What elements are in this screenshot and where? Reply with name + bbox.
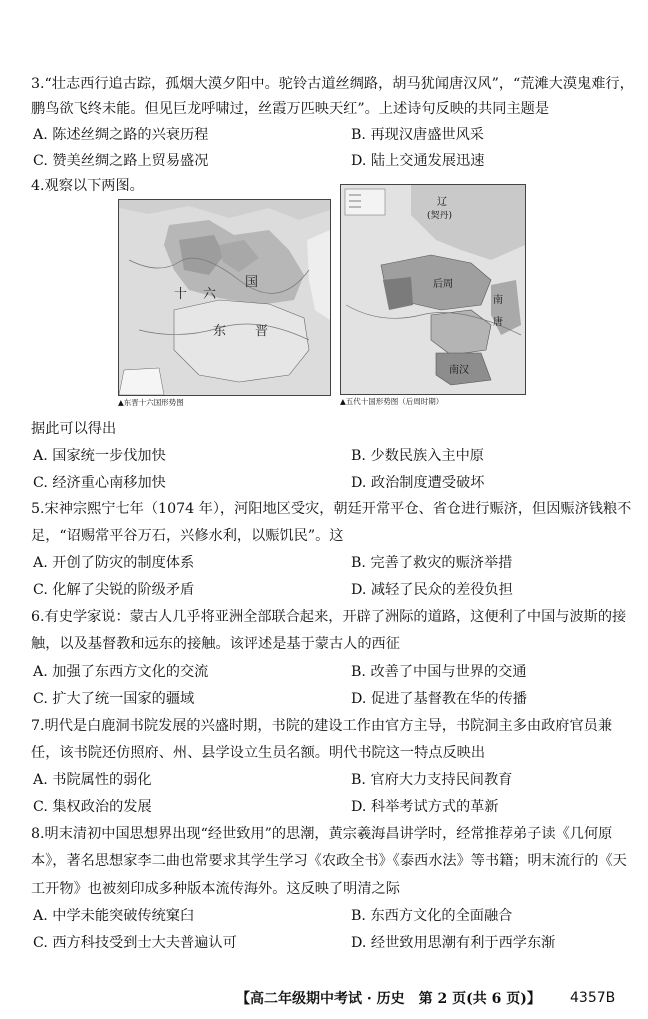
q4-option-a: A. 国家统一步伐加快 [33,448,166,464]
q7-option-b: B. 官府大力支持民间教育 [351,772,513,788]
q3-stem-line2: 鹏鸟欲飞终未能。但见巨龙呼啸过，丝霞万匹映天红”。上述诗句反映的共同主题是 [31,101,550,117]
q5-option-d: D. 减轻了民众的差役负担 [351,582,513,598]
q5-stem-line2: 足，“诏赐常平谷万石，兴修水利，以赈饥民”。这 [31,528,344,544]
q7-stem-line2: 任，该书院还仿照府、州、县学设立生员名额。明代书院这一特点反映出 [31,745,486,761]
q3-option-d: D. 陆上交通发展迅速 [351,153,485,169]
map2-label-4: 南 [493,295,503,306]
q4-option-d: D. 政治制度遭受破坏 [351,475,485,491]
q7-stem-line1: 7.明代是白鹿洞书院发展的兴盛时期，书院的建设工作由官方主导，书院洞主多由政府官员兼 [31,718,613,734]
map1-caption: ▲东晋十六国形势图 [118,398,184,407]
q6-option-a: A. 加强了东西方文化的交流 [33,664,209,680]
q8-stem-line1: 8.明末清初中国思想界出现“经世致用”的思潮，黄宗羲海昌讲学时，经常推荐弟子读《几何原 [31,826,613,842]
q6-stem-line2: 触，以及基督教和远东的接触。该评述是基于蒙古人的西征 [31,636,400,652]
map-five-dynasties [340,184,526,395]
map-eastern-jin-graphic [119,200,330,395]
map1-label-3: 国 [245,275,259,290]
page-footer: 【高二年级期中考试 · 历史 第 2 页(共 6 页)】 [236,991,541,1007]
q6-stem-line1: 6.有史学家说：蒙古人几乎将亚洲全部联合起来，开辟了洲际的道路，这便利了中国与波斯的接 [31,609,627,625]
q8-option-d: D. 经世致用思潮有利于西学东渐 [351,935,556,951]
q8-stem-line3: 工开物》也被刻印成多种版本流传海外。这反映了明清之际 [31,881,400,897]
q8-option-c: C. 西方科技受到士大夫普遍认可 [33,935,237,951]
exam-code: 4357B [570,990,616,1006]
map1-label-5: 晋 [255,324,269,339]
q6-option-b: B. 改善了中国与世界的交通 [351,664,527,680]
map1-label-4: 东 [213,324,227,339]
q3-option-a: A. 陈述丝绸之路的兴衰历程 [33,127,209,143]
q6-option-d: D. 促进了基督教在华的传播 [351,691,527,707]
q5-option-c: C. 化解了尖锐的阶级矛盾 [33,582,195,598]
q4-stem-line1: 4.观察以下两图。 [31,178,144,194]
q8-option-a: A. 中学未能突破传统窠臼 [33,908,195,924]
map1-label-1: 十 [174,287,188,302]
q7-option-c: C. 集权政治的发展 [33,799,152,815]
q4-option-b: B. 少数民族入主中原 [351,448,484,464]
q8-option-b: B. 东西方文化的全面融合 [351,908,513,924]
q5-option-a: A. 开创了防灾的制度体系 [33,555,195,571]
q6-option-c: C. 扩大了统一国家的疆域 [33,691,195,707]
map2-label-5: 唐 [493,317,503,328]
q4-stem-line2: 据此可以得出 [31,421,117,437]
map-eastern-jin [118,199,331,396]
q3-option-c: C. 赞美丝绸之路上贸易盛况 [33,153,209,169]
map-five-dynasties-graphic [341,185,525,394]
q7-option-a: A. 书院属性的弱化 [33,772,152,788]
q5-stem-line1: 5.宋神宗熙宁七年（1074 年），河阳地区受灾，朝廷开常平仓、省仓进行赈济，但因赈济钱粮不 [31,501,632,517]
q5-option-b: B. 完善了救灾的赈济举措 [351,555,513,571]
q3-option-b: B. 再现汉唐盛世风采 [351,127,484,143]
q4-option-c: C. 经济重心南移加快 [33,475,166,491]
q7-option-d: D. 科举考试方式的革新 [351,799,499,815]
map1-label-2: 六 [203,287,217,302]
map2-label-1: 辽 [437,197,447,208]
map2-label-6: 南汉 [449,365,469,376]
q8-stem-line2: 本》，著名思想家李二曲也常要求其学生学习《农政全书》《泰西水法》等书籍；明末流行的《天 [31,853,627,869]
map2-label-2: (契丹) [427,211,453,221]
q3-stem-line1: 3.“壮志西行追古踪，孤烟大漠夕阳中。驼铃古道丝绸路，胡马犹闻唐汉风”，“荒滩大漠鬼难行， [31,76,634,92]
map2-label-3: 后周 [433,279,453,290]
map2-caption: ▲五代十国形势图（后周时期） [340,397,444,406]
